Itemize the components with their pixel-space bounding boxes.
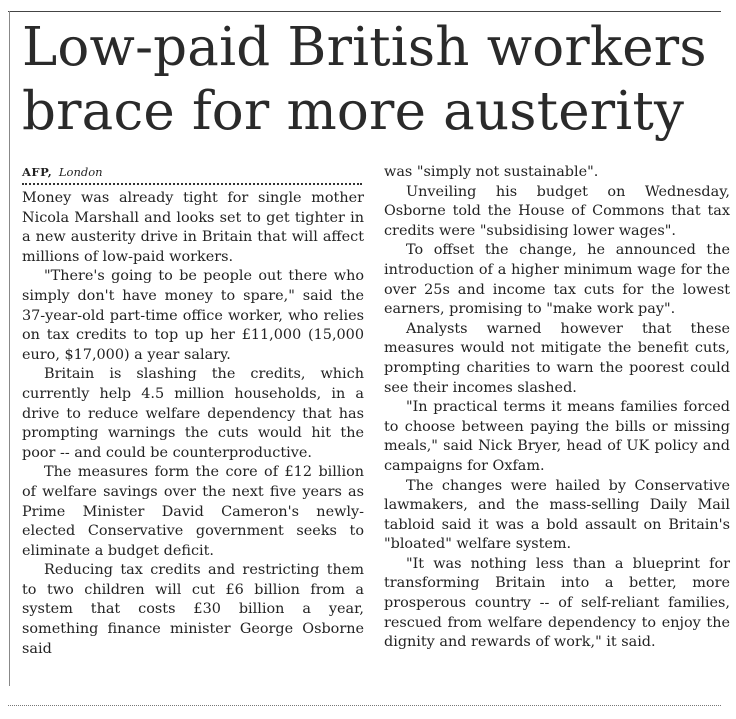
right-column	[384, 163, 730, 653]
paragraph: Reducing tax credits and restricting them to two children will cut £6 billion from a system that costs £30 billion a year, something finance minister George Osborne said	[22, 562, 364, 657]
headline: Low-paid British workers brace for more austerity	[22, 17, 707, 142]
paragraph: "It was nothing less than a blueprint for transforming Britain into a better, more prosperous country -- of self-reliant families, rescued from welfare dependency to enjoy the dignity and rewards of work," it said.	[384, 555, 730, 651]
top-rule	[8, 11, 721, 12]
paragraph: was "simply not sustainable".	[384, 164, 599, 180]
paragraph: Britain is slashing the credits, which currently help 4.5 million households, in a drive to reduce welfare dependency that has prompting warnings the cuts would hit the poor -- and could be counterproductive.	[22, 366, 364, 461]
dotted-divider	[22, 183, 362, 185]
paragraph: Money was already tight for single mother Nicola Marshall and looks set to get tighter in a new austerity drive in Britain that will affect millions of low-paid workers.	[22, 190, 364, 265]
paragraph: To offset the change, he announced the introduction of a higher minimum wage for the over 25s and income tax cuts for the lowest earners, promising to "make work pay".	[384, 242, 730, 318]
paragraph: Unveiling his budget on Wednesday, Osborne told the House of Commons that tax credits were "subsidising lower wages".	[384, 183, 730, 239]
byline-location: London	[58, 165, 103, 179]
paragraph: The measures form the core of £12 billion of welfare savings over the next five years as Prime Minister David Cameron's newly-elected Conservative government seeks to eliminate a budget deficit.	[22, 464, 364, 559]
left-column	[22, 163, 364, 659]
left-border-rule	[9, 11, 10, 686]
byline	[22, 163, 364, 181]
bottom-rule	[8, 705, 721, 706]
paragraph: "There's going to be people out there who simply don't have money to spare," said the 37-year-old part-time office worker, who relies on tax credits to top up her £11,000 (15,000 euro, $17,000) a year salary.	[22, 268, 364, 363]
byline-agency: AFP,	[22, 165, 53, 179]
paragraph: "In practical terms it means families forced to choose between paying the bills or missing meals," said Nick Bryer, head of UK policy and campaigns for Oxfam.	[384, 399, 730, 474]
paragraph: The changes were hailed by Conservative lawmakers, and the mass-selling Daily Mail tabloid said it was a bold assault on Britain's "bloated" welfare system.	[384, 477, 730, 553]
paragraph: Analysts warned however that these measures would not mitigate the benefit cuts, prompting charities to warn the poorest could see their incomes slashed.	[384, 320, 730, 396]
